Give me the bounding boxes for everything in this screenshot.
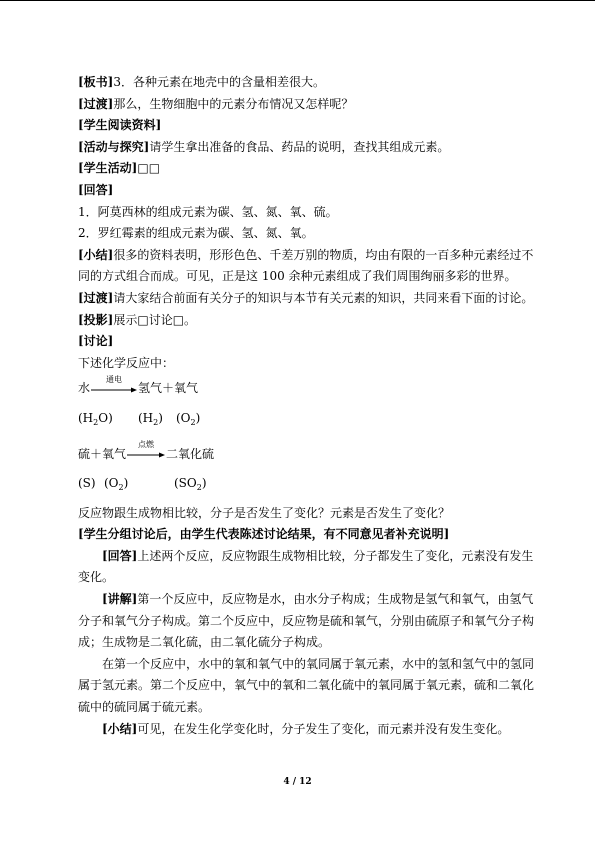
student-reading bbox=[78, 115, 536, 137]
reaction-arrow bbox=[91, 374, 137, 396]
reaction-arrow bbox=[127, 440, 165, 461]
reactant: 硫＋氧气 bbox=[78, 446, 127, 461]
tag: [板书] bbox=[78, 75, 114, 89]
tag: [学生活动] bbox=[78, 161, 138, 176]
equation-1 bbox=[78, 374, 536, 400]
document-body bbox=[78, 72, 536, 740]
reaction-condition: 通电 bbox=[106, 374, 123, 384]
product: 氢气＋氧气 bbox=[138, 381, 199, 396]
tag: [回答] bbox=[78, 182, 114, 197]
page-number: 4 / 12 bbox=[283, 777, 312, 787]
formula-o2: $(O_2)$ bbox=[104, 476, 129, 493]
formula-o2: $(O_2)$ bbox=[176, 410, 201, 427]
text: 上述两个反应，反应物跟生成物相比较，分子都发生了变化，元素没有发生变化。 bbox=[78, 548, 534, 585]
tag: [投影] bbox=[78, 312, 114, 327]
text: 请学生拿出准备的食品、药品的说明，查找其组成元素。 bbox=[149, 139, 450, 154]
reactant: 水 bbox=[78, 381, 91, 396]
transition-2 bbox=[78, 288, 536, 310]
tag: [小结] bbox=[102, 721, 138, 736]
formula-s: (S) bbox=[78, 476, 96, 491]
text: 反应物跟生成物相比较，分子是否发生了变化？元素是否发生了变化？ bbox=[78, 505, 451, 520]
text: 那么，生物细胞中的元素分布情况又怎样呢？ bbox=[113, 96, 354, 111]
equation-1-formulas bbox=[78, 408, 536, 430]
text: 第一个反应中，反应物是水，由水分子构成；生成物是氢气和氧气，由氢气分子和氧气分子构成。第二个反应中，反应物是硫和氧气，分别由硫原子和氧气分子构成；生成物是二氧化硫，由二氧化硫分子构成。 bbox=[78, 592, 535, 650]
arrow-icon bbox=[127, 452, 165, 458]
tag: [讨论] bbox=[78, 334, 114, 349]
summary-2 bbox=[78, 719, 536, 741]
answer-item-1 bbox=[78, 202, 536, 224]
arrow-icon bbox=[91, 387, 137, 393]
question bbox=[78, 503, 536, 525]
transition-1 bbox=[78, 94, 536, 116]
text: 很多的资料表明，形形色色、千差万别的物质，均由有限的一百多种元素经过不同的方式组合而成。可见，正是这 100 余种元素组成了我们周围绚丽多彩的世界。 bbox=[78, 247, 534, 284]
text: 展示□讨论□。 bbox=[113, 312, 197, 327]
formula-so2: $(SO_2)$ bbox=[174, 476, 207, 493]
answer-item-2 bbox=[78, 223, 536, 245]
equation-2 bbox=[78, 440, 536, 466]
text: 可见，在发生化学变化时，分子发生了变化，而元素并没有发生变化。 bbox=[137, 721, 510, 736]
tag: [学生阅读资料] bbox=[78, 118, 162, 133]
activity bbox=[78, 137, 536, 159]
text: 在第一个反应中，水中的氧和氧气中的氧同属于氧元素，水中的氢和氢气中的氢同属于氢元素。第二个反应中，氧气中的氧和二氧化硫中的氧同属于氧元素，硫和二氧化硫中的硫同属于硫元素。 bbox=[78, 656, 535, 715]
tag: [小结] bbox=[78, 247, 114, 262]
tag: [回答] bbox=[102, 548, 138, 563]
tag: [活动与探究] bbox=[78, 139, 150, 154]
explanation-2 bbox=[78, 654, 536, 719]
answer-heading bbox=[78, 180, 536, 202]
tag: [过渡] bbox=[78, 290, 114, 305]
summary-1 bbox=[78, 245, 536, 288]
tag: [过渡] bbox=[78, 96, 114, 111]
board-note bbox=[78, 72, 536, 94]
formula-h2: $(H_2)$ bbox=[138, 410, 163, 427]
explanation bbox=[78, 589, 536, 654]
answer-2 bbox=[78, 546, 536, 589]
equation-2-formulas bbox=[78, 473, 536, 495]
formula-h2o: $(H_2O)$ bbox=[78, 410, 113, 427]
text: 3．各种元素在地壳中的含量相差很大。 bbox=[113, 75, 325, 89]
text: □□ bbox=[137, 161, 161, 176]
discussion-heading bbox=[78, 331, 536, 353]
discussion-intro bbox=[78, 353, 536, 375]
text: 下述化学反应中： bbox=[78, 355, 175, 370]
text: 1．阿莫西林的组成元素为碳、氢、氮、氧、硫。 bbox=[78, 204, 338, 219]
group-discussion bbox=[78, 524, 536, 546]
student-activity bbox=[78, 158, 536, 180]
tag: [学生分组讨论后，由学生代表陈述讨论结果，有不同意见者补充说明] bbox=[78, 527, 450, 542]
projection bbox=[78, 310, 536, 332]
text: 请大家结合前面有关分子的知识与本节有关元素的知识，共同来看下面的讨论。 bbox=[113, 290, 534, 305]
tag: [讲解] bbox=[102, 592, 138, 607]
product: 二氧化硫 bbox=[166, 446, 215, 461]
text: 2．罗红霉素的组成元素为碳、氢、氮、氧。 bbox=[78, 226, 314, 241]
header-rule bbox=[0, 0, 595, 1]
reaction-condition: 点燃 bbox=[138, 440, 155, 449]
